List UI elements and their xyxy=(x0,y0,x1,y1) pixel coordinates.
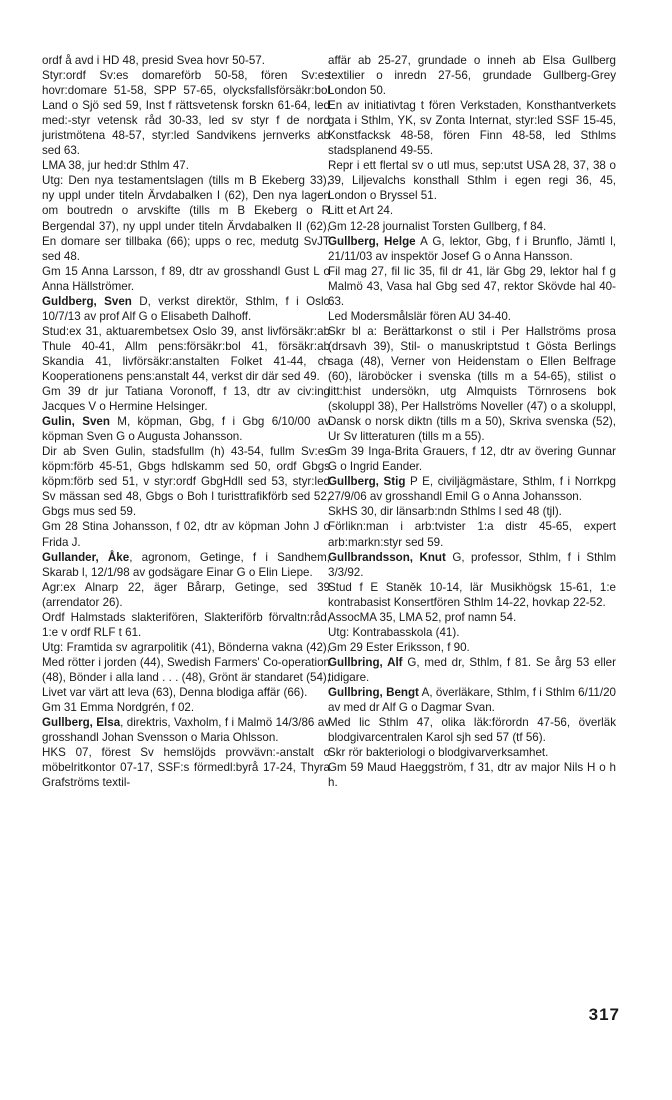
entry-paragraph xyxy=(42,414,330,444)
entry-paragraph xyxy=(42,384,330,414)
entry-text: G, med dr, Sthlm, f 81. Se årg 53 eller tidigare. xyxy=(328,655,616,684)
page-number: 317 xyxy=(588,1005,620,1024)
entry-text: Förlikn:man i arb:tvister 1:a distr 45-65, expert arb:markn:styr sed 59. xyxy=(328,520,616,549)
entry-paragraph xyxy=(42,158,330,173)
entry-text: Utg: Den nya testamentslagen (tills m B Ekeberg 33), ny uppl under titeln Ärvdabalken I (62), Den nya lagen om boutredn o arvskifte (tills m B Ekeberg o R Bergendal 37), ny uppl under titeln Ärvdabalken II (62), En domare ser tillbaka (66); upps o rec, medutg SvJT sed 48. xyxy=(42,174,330,263)
entry-text: Repr i ett flertal sv o utl mus, sep:utst USA 28, 37, 38 o 39, Liljevalchs konsthall Sthlm i egen regi 36, 45, London o Bryssel 51. xyxy=(328,159,616,203)
entry-name: Gullbring, Bengt xyxy=(328,685,419,699)
entry-paragraph xyxy=(42,715,330,745)
entry-name: Gullberg, Stig xyxy=(328,475,406,489)
entry-text: Gm 59 Maud Haeggström, f 31, dtr av major Nils H o h h. xyxy=(328,761,616,790)
entry-paragraph xyxy=(328,474,616,504)
entry-name: Gullberg, Helge xyxy=(328,234,416,248)
entry-paragraph xyxy=(328,640,616,655)
entry-text: Dir ab Sven Gulin, stadsfullm (h) 43-54, fullm Sv:es köpm:förb 45-51, Gbgs hdlskamm sed 50, ordf Gbgs köpm:förb sed 51, v styr:ordf GbgHdll sed 53, styr:led Sv mässan sed 48, Gbgs o Boh l turisttrafikförb sed 52, Gbgs mus sed 59. xyxy=(42,445,330,519)
entry-paragraph xyxy=(42,580,330,610)
entry-name: Gullberg, Elsa xyxy=(42,716,121,730)
entry-paragraph xyxy=(328,309,616,324)
entry-text: Gm 39 dr jur Tatiana Voronoff, f 13, dtr av civ:ing Jacques V o Hermine Helsinger. xyxy=(42,385,330,414)
entry-text: D, verkst direktör, Sthlm, f i Oslo 10/7/13 av prof Alf G o Elisabeth Dalhoff. xyxy=(42,294,330,323)
entry-text: A, överläkare, Sthlm, f i Sthlm 6/11/20 av med dr Alf G o Dagmar Svan. xyxy=(328,685,616,715)
entry-text: Gm 28 Stina Johansson, f 02, dtr av köpman John J o Frida J. xyxy=(42,520,330,549)
entry-paragraph xyxy=(328,444,616,474)
entry-paragraph xyxy=(42,264,330,294)
entry-text: G, professor, Sthlm, f i Sthlm 3/3/92. xyxy=(328,550,616,579)
entry-paragraph xyxy=(328,685,616,715)
entry-text: Fil mag 27, fil lic 35, fil dr 41, lär Gbg 29, lektor hal f g Malmö 43, Vasa hal Gbg sed 47, rektor Skövde hal 40-63. xyxy=(328,264,616,308)
left-column xyxy=(42,53,330,790)
entry-paragraph xyxy=(42,550,330,580)
entry-paragraph xyxy=(42,53,330,68)
entry-paragraph xyxy=(42,444,330,519)
entry-paragraph xyxy=(328,519,616,549)
entry-text: Gm 29 Ester Eriksson, f 90. xyxy=(328,640,470,654)
entry-text: Med lic Sthlm 47, olika läk:förordn 47-56, överläk blodgivarcentralen Karol sjh sed 57 (tf 56). xyxy=(328,716,616,745)
entry-paragraph xyxy=(328,715,616,745)
entry-text: ordf å avd i HD 48, presid Svea hovr 50-57. xyxy=(42,54,265,67)
entry-name: Gullbrandsson, Knut xyxy=(328,550,446,564)
entry-text: Stud:ex 31, aktuarembetsex Oslo 39, anst livförsäkr:ab Thule 40-41, Allm pens:försäkr:bol 41, försäkr:ab Skandia 41, livförsäkr:anstalten Folket 41-44, ch Kooperationens pens:anstalt 44, verkst dir där sed 49. xyxy=(42,324,330,383)
entry-text: En av initiativtag t fören Verkstaden, Konsthantverkets gata i Sthlm, YK, sv Zonta Internat, styr:led SSF 15-45, Konstfacksk 48-58, fören Finn 48-58, led Sthlms stadsplanend 49-55. xyxy=(328,99,616,158)
entry-text: Gm 15 Anna Larsson, f 89, dtr av grosshandl Gust L o Anna Hällströmer. xyxy=(42,264,330,293)
entry-paragraph xyxy=(328,324,616,444)
entry-paragraph xyxy=(328,580,616,610)
entry-text: HKS 07, förest Sv hemslöjds provvävn:-anstalt o möbelritkontor 07-17, SSF:s förmedl:byrå 17-24, Thyra Grafströms textil- xyxy=(42,746,330,790)
entry-text: Styr:ordf Sv:es domareförb 50-58, fören Sv:es hovr:domare 51-58, SPP 57-65, olycksfallsförsäkr:bol Land o Sjö sed 59, Inst f rättsvetensk forskn 61-64, led med:-styr vetensk råd 30-33, led sv styr f de nord juristmötena 48-57, styr:led Sandvikens jernverks ab sed 63. xyxy=(42,69,330,158)
entry-text: Litt et Art 24. xyxy=(328,204,394,218)
entry-text: SkHS 30, dir länsarb:ndn Sthlms l sed 48 (tjl). xyxy=(328,505,562,519)
entry-paragraph xyxy=(42,640,330,700)
entry-text: Utg: Kontrabasskola (41). xyxy=(328,625,460,639)
entry-text: AssocMA 35, LMA 52, prof namn 54. xyxy=(328,610,517,624)
entry-text: M, köpman, Gbg, f i Gbg 6/10/00 av köpman Sven G o Augusta Johansson. xyxy=(42,415,331,444)
entry-paragraph xyxy=(42,745,330,790)
entry-paragraph xyxy=(328,264,616,309)
right-column xyxy=(328,53,616,790)
entry-paragraph xyxy=(328,98,616,158)
entry-text: A G, lektor, Gbg, f i Brunflo, Jämtl l, 21/11/03 av inspektör Josef G o Anna Hansson. xyxy=(328,234,617,263)
entry-paragraph xyxy=(328,745,616,760)
entry-text: Skr rör bakteriologi o blodgivarverksamhet. xyxy=(328,746,549,760)
entry-paragraph xyxy=(328,53,616,98)
entry-text: Gm 12-28 journalist Torsten Gullberg, f 84. xyxy=(328,219,547,233)
entry-paragraph xyxy=(328,625,616,640)
entry-text: Gm 31 Emma Nordgrén, f 02. xyxy=(42,701,195,715)
entry-text: Stud f E Staněk 10-14, lär Musikhögsk 15-61, 1:e kontrabasist Konsertfören Sthlm 14-22, hovkap 22-52. xyxy=(328,580,616,609)
entry-text: , direktris, Vaxholm, f i Malmö 14/3/86 av grosshandl Johan Svensson o Maria Ohlsson. xyxy=(42,716,330,745)
entry-paragraph xyxy=(328,610,616,625)
entry-name: Gullander, Åke xyxy=(42,550,130,564)
entry-paragraph xyxy=(328,158,616,203)
entry-text: Ordf Halmstads slakterifören, Slakteriförb förvaltn:råd, 1:e v ordf RLF t 61. xyxy=(42,610,330,639)
entry-paragraph xyxy=(42,324,330,384)
entry-paragraph xyxy=(328,550,616,580)
entry-text: Led Modersmålslär fören AU 34-40. xyxy=(328,309,512,323)
entry-paragraph xyxy=(42,519,330,549)
entry-name: Gullbring, Alf xyxy=(328,655,403,669)
entry-paragraph xyxy=(328,504,616,519)
entry-text: Utg: Framtida sv agrarpolitik (41), Bönderna vakna (42), Med rötter i jorden (44), Swedish Farmers' Co-operation (48), Bönder i alla land . . . (48), Grönt är standaret (54), Livet var värt att leva (63), Denna blodiga affär (66). xyxy=(42,640,330,699)
entry-paragraph xyxy=(328,655,616,685)
entry-text: LMA 38, jur hed:dr Sthlm 47. xyxy=(42,159,189,173)
entry-paragraph xyxy=(328,760,616,790)
entry-paragraph xyxy=(42,294,330,324)
entry-paragraph xyxy=(328,203,616,218)
entry-text: , agronom, Getinge, f i Sandhem, Skarab l, 12/1/98 av godsägare Einar G o Elin Liepe. xyxy=(42,550,330,579)
entry-text: Skr bl a: Berättarkonst o stil i Per Hallströms prosa (drsavh 39), Stil- o manuskriptstud t Gösta Berlings saga (48), Verner von Heidenstam o Ellen Belfrage (60), läroböcker i svenska (tills m a 54-65), stilist o litt:hist undersökn, utg Almquists Törnrosens bok (skoluppl 38), Per Hallströms Noveller (47) o a skoluppl, Dansk o norsk diktn (tills m a 50), Skriva svenska (52), Ur Sv litteraturen (tills m a 55). xyxy=(328,324,616,444)
entry-paragraph xyxy=(42,610,330,640)
entry-text: affär ab 25-27, grundade o inneh ab Elsa Gullberg textilier o inredn 27-56, grundade Gullberg-Grey London 50. xyxy=(328,54,616,98)
entry-paragraph xyxy=(42,68,330,158)
entry-paragraph xyxy=(328,219,616,234)
entry-text: Gm 39 Inga-Brita Grauers, f 12, dtr av övering Gunnar G o Ingrid Eander. xyxy=(328,445,616,474)
entry-text: Agr:ex Alnarp 22, äger Bårarp, Getinge, sed 39 (arrendator 26). xyxy=(42,580,330,609)
entry-paragraph xyxy=(42,700,330,715)
entry-paragraph xyxy=(328,234,616,264)
entry-text: P E, civiljägmästare, Sthlm, f i Norrkpg 27/9/06 av grosshandl Emil G o Anna Johansson. xyxy=(328,475,616,504)
entry-name: Guldberg, Sven xyxy=(42,294,132,308)
entry-paragraph xyxy=(42,173,330,263)
entry-name: Gulin, Sven xyxy=(42,415,110,429)
